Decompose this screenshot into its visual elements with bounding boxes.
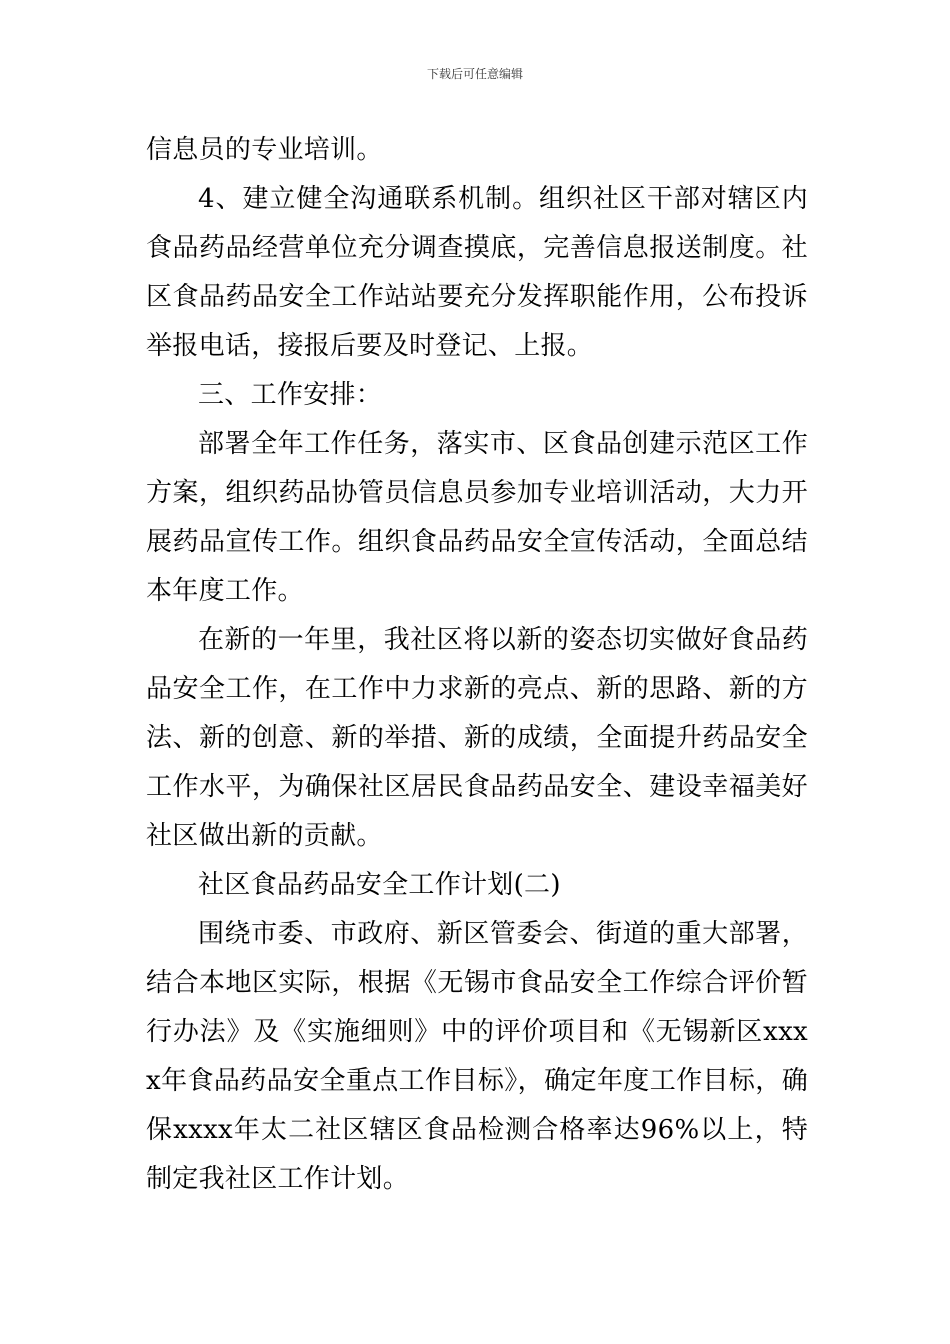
paragraph-4: 在新的一年里，我社区将以新的姿态切实做好食品药品安全工作，在工作中力求新的亮点、新的思路、新的方法、新的创意、新的举措、新的成绩，全面提升药品安全工作水平，为确保社区居民食品药品安全、建设幸福美好社区做出新的贡献。 — [146, 625, 808, 851]
document-subtitle: 社区食品药品安全工作计划(二) — [198, 870, 561, 900]
section-heading-work-arrangement: 三、工作安排： — [198, 380, 383, 410]
page-header: 下载后可任意编辑 — [426, 67, 523, 81]
paragraph-5: 围绕市委、市政府、新区管委会、街道的重大部署，结合本地区实际，根据《无锡市食品安全工作综合评价暂行办法》及《实施细则》中的评价项目和《无锡新区xxxx年食品药品安全重点工作目标》，确定年度工作目标，确保xxxx年太二社区辖区食品检测合格率达96%以上，特制定我社区工作计划。 — [146, 919, 808, 1194]
paragraph-3: 部署全年工作任务，落实市、区食品创建示范区工作方案，组织药品协管员信息员参加专业培训活动，大力开展药品宣传工作。组织食品药品安全宣传活动，全面总结本年度工作。 — [146, 429, 808, 606]
document-body — [146, 126, 808, 1204]
paragraph-2: 4、建立健全沟通联系机制。组织社区干部对辖区内食品药品经营单位充分调查摸底，完善信息报送制度。社区食品药品安全工作站站要充分发挥职能作用，公布投诉举报电话，接报后要及时登记、上报。 — [146, 184, 808, 361]
paragraph-1: 信息员的专业培训。 — [146, 135, 383, 165]
